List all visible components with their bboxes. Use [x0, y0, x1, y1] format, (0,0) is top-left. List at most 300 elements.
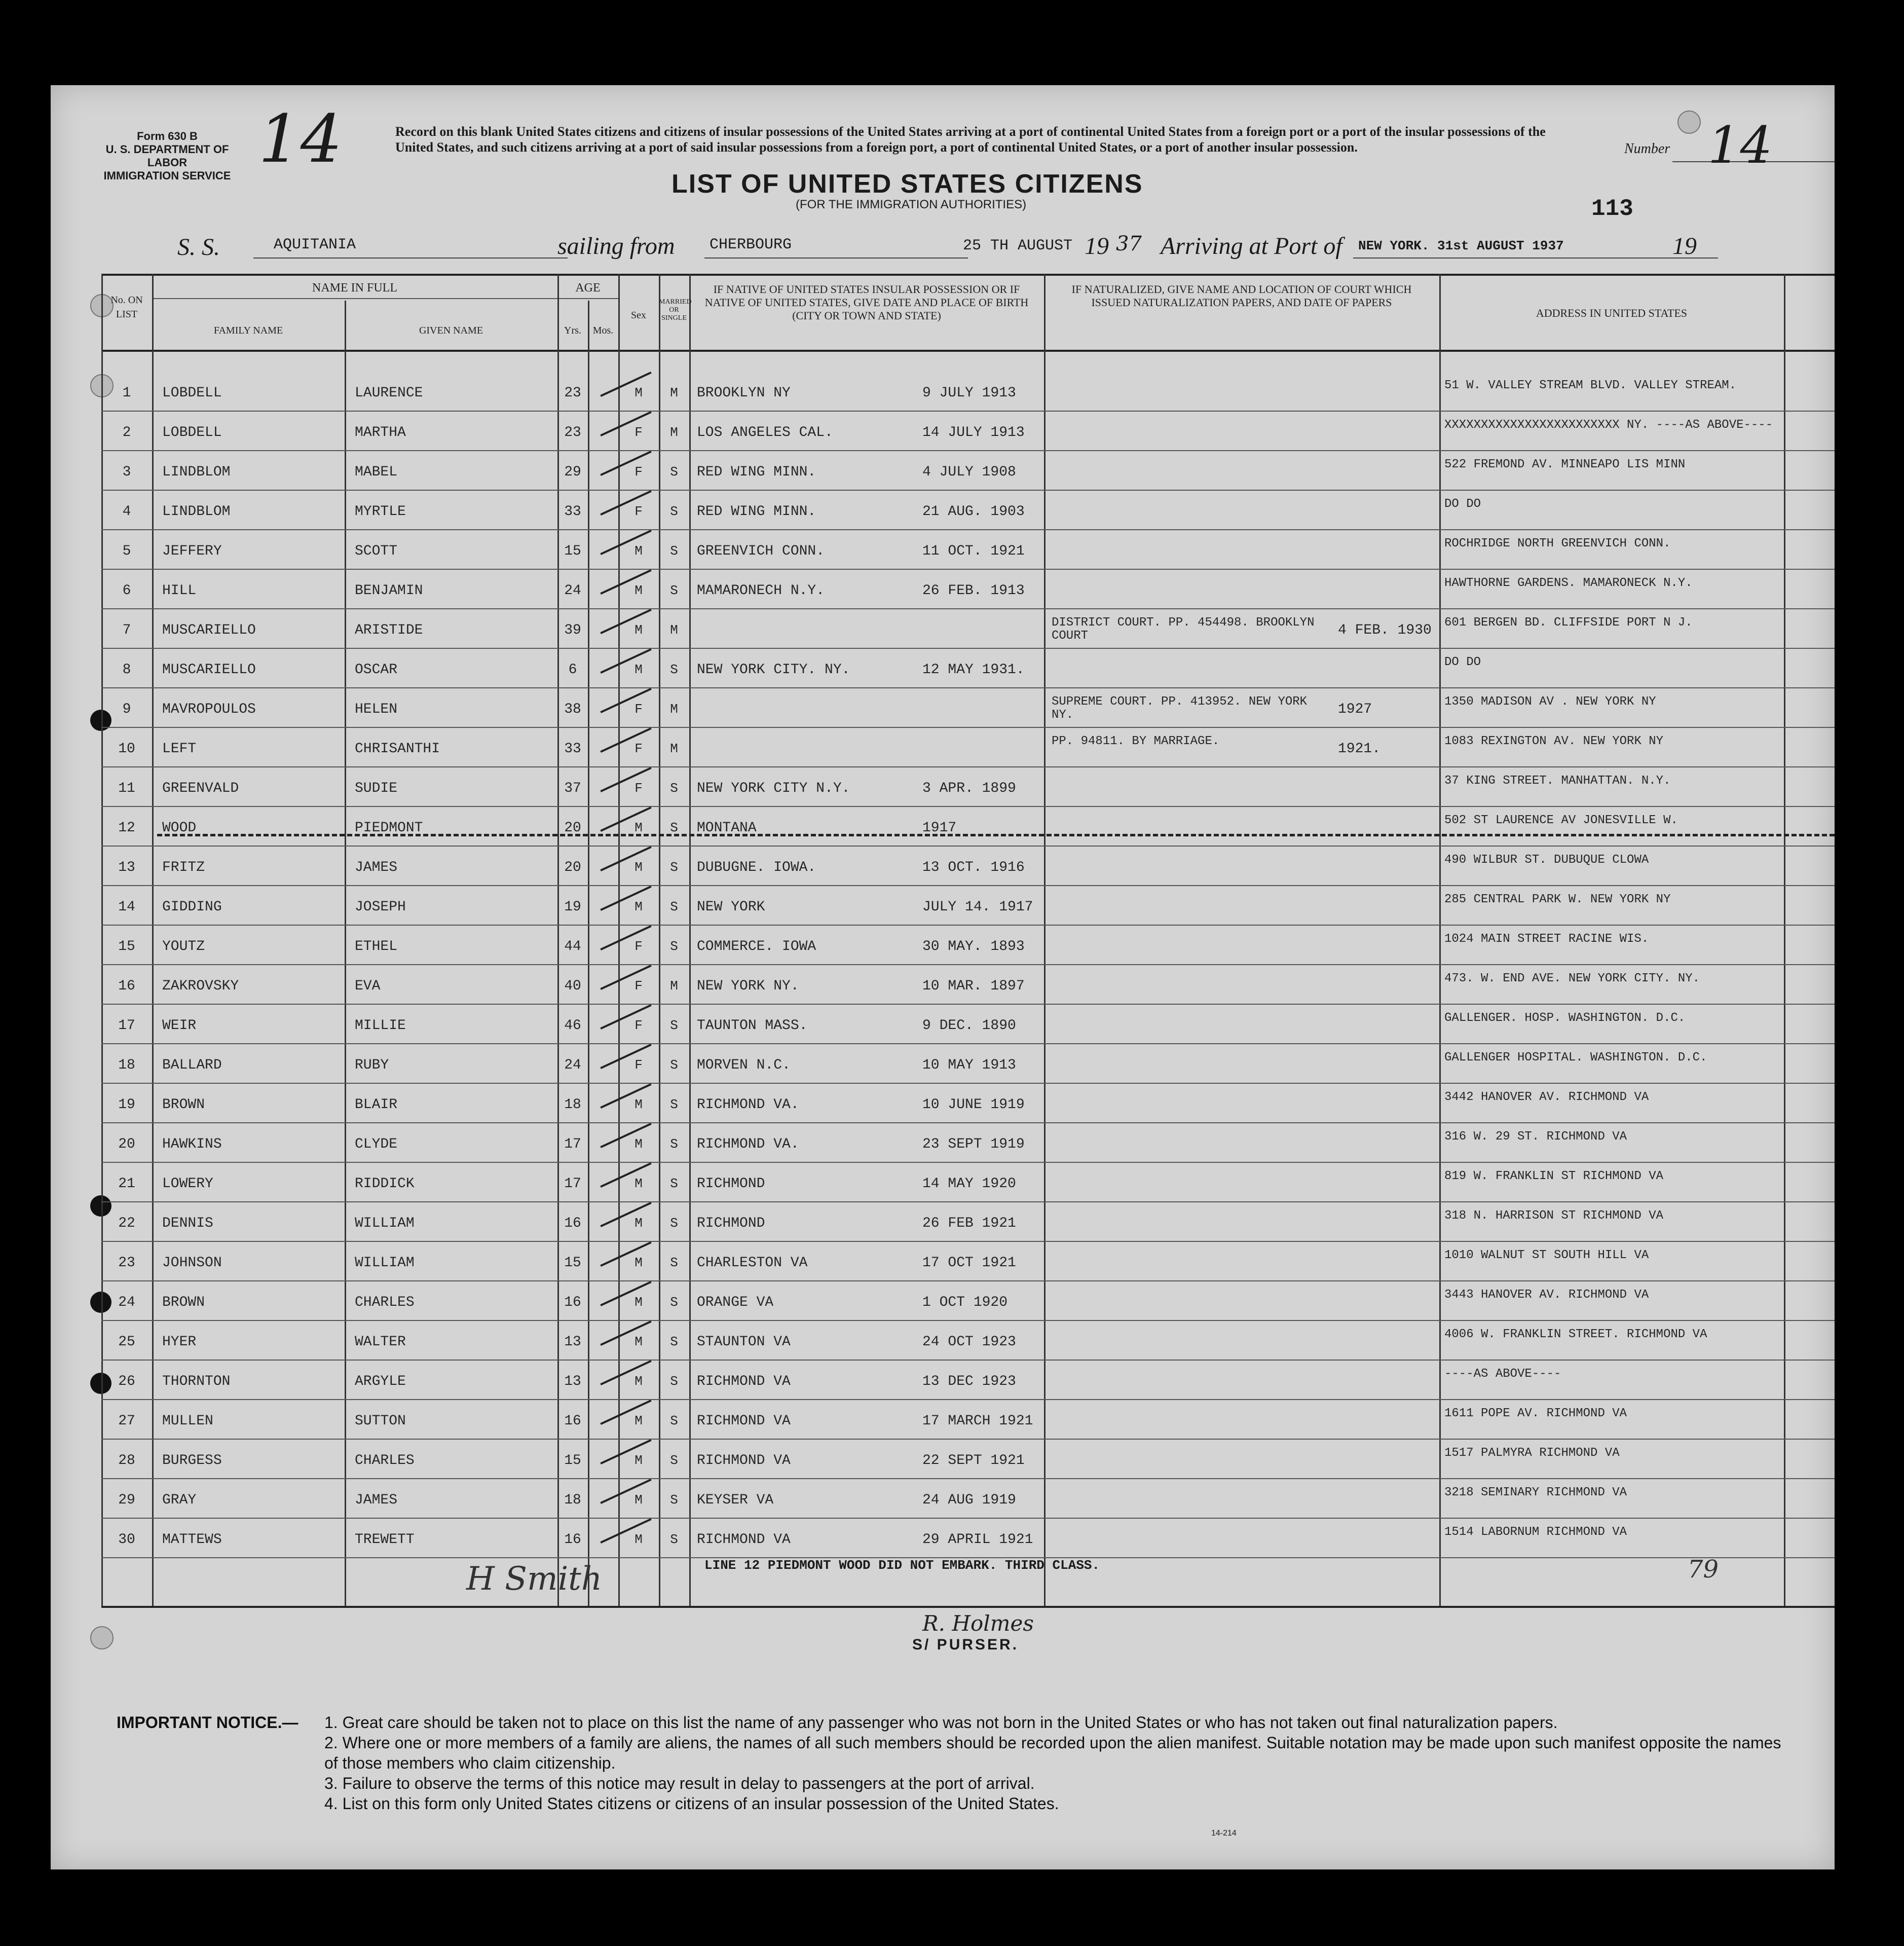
cell-family: LOBDELL — [162, 425, 222, 440]
cell-date: 24 OCT 1923 — [922, 1334, 1016, 1350]
cell-no: 13 — [118, 860, 135, 875]
cell-address: 1083 REXINGTON AV. NEW YORK NY — [1444, 735, 1664, 748]
cell-date: 13 DEC 1923 — [922, 1374, 1016, 1389]
cell-no: 12 — [118, 820, 135, 836]
cell-date: 23 SEPT 1919 — [922, 1136, 1025, 1152]
cell-family: GIDDING — [162, 899, 222, 915]
cell-family: BROWN — [162, 1295, 205, 1310]
cell-no: 26 — [118, 1374, 135, 1389]
cell-age: 17 — [564, 1176, 581, 1192]
cell-date: 24 AUG 1919 — [922, 1492, 1016, 1508]
cell-address: GALLENGER. HOSP. WASHINGTON. D.C. — [1444, 1012, 1686, 1025]
cell-age: 33 — [564, 504, 581, 520]
cell-sex: M — [634, 385, 643, 400]
cell-age: 16 — [564, 1532, 581, 1548]
cell-place: KEYSER VA — [697, 1492, 774, 1508]
cell-place: CHARLESTON VA — [697, 1255, 808, 1271]
cell-ms: M — [670, 425, 678, 440]
cell-address: GALLENGER HOSPITAL. WASHINGTON. D.C. — [1444, 1051, 1707, 1064]
cell-address: XXXXXXXXXXXXXXXXXXXXXXXX NY. ----AS ABOVE---- — [1444, 419, 1773, 432]
cell-date: 14 JULY 1913 — [922, 425, 1025, 440]
cell-no: 23 — [118, 1255, 135, 1271]
cell-ms: S — [670, 504, 678, 519]
cell-date: 12 MAY 1931. — [922, 662, 1025, 678]
cell-sex: M — [634, 1413, 643, 1428]
cell-address: ----AS ABOVE---- — [1444, 1368, 1561, 1381]
cell-family: LINDBLOM — [162, 504, 231, 520]
manifest-table — [51, 85, 1835, 1869]
cell-address: HAWTHORNE GARDENS. MAMARONECK N.Y. — [1444, 577, 1693, 590]
cell-ms: S — [670, 1097, 678, 1112]
cell-place: COMMERCE. IOWA — [697, 939, 816, 954]
cell-court: DISTRICT COURT. PP. 454498. BROOKLYN COURT — [1052, 616, 1315, 643]
cell-address: 1010 WALNUT ST SOUTH HILL VA — [1444, 1249, 1649, 1262]
cell-date: 21 AUG. 1903 — [922, 504, 1025, 520]
arrival-info: NEW YORK. 31st AUGUST 1937 — [1358, 238, 1564, 253]
cell-sex: M — [634, 1216, 643, 1231]
cell-no: 30 — [118, 1532, 135, 1548]
arriving-label: Arriving at Port of — [1161, 233, 1342, 260]
cell-address: 318 N. HARRISON ST RICHMOND VA — [1444, 1209, 1664, 1223]
cell-no: 22 — [118, 1216, 135, 1231]
cell-age: 15 — [564, 543, 581, 559]
cell-address: 4006 W. FRANKLIN STREET. RICHMOND VA — [1444, 1328, 1707, 1341]
cell-no: 5 — [122, 543, 131, 559]
cell-sex: M — [634, 1532, 643, 1547]
cell-sex: M — [634, 622, 643, 638]
cell-sex: F — [634, 464, 643, 480]
cell-place: BROOKLYN NY — [697, 385, 791, 401]
cell-ms: S — [670, 1453, 678, 1468]
cell-place: STAUNTON VA — [697, 1334, 791, 1350]
cell-no: 1 — [122, 385, 131, 401]
cell-age: 23 — [564, 425, 581, 440]
cell-age: 20 — [564, 820, 581, 836]
cell-no: 14 — [118, 899, 135, 915]
cell-no: 20 — [118, 1136, 135, 1152]
sail-date: 25 TH AUGUST — [963, 237, 1073, 254]
cell-family: ZAKROVSKY — [162, 978, 239, 994]
cell-given: WALTER — [355, 1334, 406, 1350]
margin-count: 79 — [1688, 1555, 1719, 1584]
cell-family: GRAY — [162, 1492, 197, 1508]
cell-no: 21 — [118, 1176, 135, 1192]
notice-item-3: 3. Failure to observe the terms of this notice may result in delay to passengers at the port of arrival. — [324, 1774, 1035, 1792]
cell-date: 4 JULY 1908 — [922, 464, 1016, 480]
header-yrs: Yrs. — [564, 325, 581, 336]
cell-address: 285 CENTRAL PARK W. NEW YORK NY — [1444, 893, 1671, 906]
cell-given: MARTHA — [355, 425, 406, 440]
number-value: 14 — [1708, 116, 1773, 175]
cell-ms: S — [670, 1255, 678, 1270]
cell-no: 18 — [118, 1057, 135, 1073]
cell-place: RICHMOND VA — [697, 1453, 791, 1468]
cell-given: MABEL — [355, 464, 398, 480]
page-title: LIST OF UNITED STATES CITIZENS — [671, 169, 1143, 199]
cell-address: 819 W. FRANKLIN ST RICHMOND VA — [1444, 1170, 1664, 1183]
cell-given: JAMES — [355, 1492, 398, 1508]
cell-ms: S — [670, 1413, 678, 1428]
cell-sex: M — [634, 1492, 643, 1508]
line-12-strikethrough — [157, 834, 1835, 836]
cell-sex: F — [634, 1057, 643, 1073]
cell-no: 28 — [118, 1453, 135, 1468]
notice-code: 14-214 — [1211, 1829, 1237, 1838]
cell-given: RUBY — [355, 1057, 389, 1073]
cell-sex: F — [634, 1018, 643, 1033]
cell-ms: S — [670, 899, 678, 914]
cell-place: RICHMOND VA. — [697, 1097, 799, 1113]
cell-age: 24 — [564, 1057, 581, 1073]
cell-ms: S — [670, 820, 678, 835]
cell-place: NEW YORK NY. — [697, 978, 799, 994]
cell-ms: S — [670, 662, 678, 677]
cell-address: 3218 SEMINARY RICHMOND VA — [1444, 1486, 1627, 1499]
cell-place: TAUNTON MASS. — [697, 1018, 808, 1034]
cell-family: THORNTON — [162, 1374, 231, 1389]
cell-family: DENNIS — [162, 1216, 213, 1231]
cell-place: RED WING MINN. — [697, 464, 816, 480]
cell-family: HILL — [162, 583, 197, 599]
cell-place: NEW YORK CITY N.Y. — [697, 781, 850, 796]
cell-ms: S — [670, 464, 678, 480]
sailing-label: sailing from — [557, 233, 675, 260]
cell-given: EVA — [355, 978, 381, 994]
cell-sex: M — [634, 860, 643, 875]
cell-date: 9 JULY 1913 — [922, 385, 1016, 401]
cell-family: JEFFERY — [162, 543, 222, 559]
cell-family: BROWN — [162, 1097, 205, 1113]
cell-date: 17 MARCH 1921 — [922, 1413, 1033, 1429]
cell-given: SUDIE — [355, 781, 398, 796]
cell-given: PIEDMONT — [355, 820, 423, 836]
cell-family: MAVROPOULOS — [162, 702, 256, 717]
header-married: MARRIED OR SINGLE — [659, 298, 692, 322]
notice-items — [324, 1712, 1784, 1814]
cell-place: DUBUGNE. IOWA. — [697, 860, 816, 875]
cell-ms: S — [670, 543, 678, 559]
cell-ms: S — [670, 860, 678, 875]
cell-address: ROCHRIDGE NORTH GREENVICH CONN. — [1444, 537, 1671, 550]
cell-place: MAMARONECH N.Y. — [697, 583, 825, 599]
cell-family: BALLARD — [162, 1057, 222, 1073]
cell-age: 44 — [564, 939, 581, 954]
cell-date: 1 OCT 1920 — [922, 1295, 1008, 1310]
cell-sex: M — [634, 1295, 643, 1310]
cell-ms: S — [670, 781, 678, 796]
cell-family: LINDBLOM — [162, 464, 231, 480]
header-age: AGE — [575, 281, 601, 295]
cell-address: 37 KING STREET. MANHATTAN. N.Y. — [1444, 775, 1671, 788]
cell-sex: M — [634, 1136, 643, 1152]
cell-address: 3442 HANOVER AV. RICHMOND VA — [1444, 1091, 1649, 1104]
cell-ms: S — [670, 583, 678, 598]
cell-age: 46 — [564, 1018, 581, 1034]
cell-family: YOUTZ — [162, 939, 205, 954]
cell-ms: M — [670, 622, 678, 638]
cell-no: 10 — [118, 741, 135, 757]
cell-ms: S — [670, 1295, 678, 1310]
cell-no: 24 — [118, 1295, 135, 1310]
cell-no: 16 — [118, 978, 135, 994]
cell-given: JOSEPH — [355, 899, 406, 915]
cell-place: GREENVICH CONN. — [697, 543, 825, 559]
cell-ms: S — [670, 1176, 678, 1191]
cell-age: 18 — [564, 1492, 581, 1508]
cell-sex: M — [634, 662, 643, 677]
cell-address: DO DO — [1444, 656, 1481, 669]
cell-address: 3443 HANOVER AV. RICHMOND VA — [1444, 1289, 1649, 1302]
cell-date: 11 OCT. 1921 — [922, 543, 1025, 559]
cell-no: 8 — [122, 662, 131, 678]
cell-court-date: 1921. — [1338, 741, 1381, 757]
cell-ms: S — [670, 1216, 678, 1231]
cell-sex: M — [634, 1334, 643, 1349]
cell-ms: M — [670, 385, 678, 400]
ship-name: AQUITANIA — [274, 236, 356, 253]
cell-family: WEIR — [162, 1018, 197, 1034]
cell-place: RICHMOND — [697, 1216, 765, 1231]
cell-date: 29 APRIL 1921 — [922, 1532, 1033, 1548]
cell-sex: M — [634, 543, 643, 559]
notice-heading: IMPORTANT NOTICE.— — [117, 1713, 298, 1732]
cell-given: HELEN — [355, 702, 398, 717]
cell-given: JAMES — [355, 860, 398, 875]
cell-sex: M — [634, 1374, 643, 1389]
signature-holmes: R. Holmes — [922, 1611, 1034, 1636]
cell-place: NEW YORK — [697, 899, 765, 915]
service: IMMIGRATION SERVICE — [103, 169, 231, 182]
cell-family: LOWERY — [162, 1176, 213, 1192]
cell-no: 11 — [118, 781, 135, 796]
header-birth: IF NATIVE OF UNITED STATES INSULAR POSSESSION OR IF NATIVE OF UNITED STATES, GIVE DATE AND PLACE OF BIRTH (CITY OR TOWN AND STATE) — [704, 283, 1029, 322]
cell-ms: S — [670, 1018, 678, 1033]
cell-address: 601 BERGEN BD. CLIFFSIDE PORT N J. — [1444, 616, 1693, 630]
cell-age: 15 — [564, 1255, 581, 1271]
cell-date: JULY 14. 1917 — [922, 899, 1033, 915]
cell-age: 39 — [564, 622, 581, 638]
cell-family: WOOD — [162, 820, 197, 836]
cell-age: 20 — [564, 860, 581, 875]
cell-ms: S — [670, 1057, 678, 1073]
cell-given: CHARLES — [355, 1453, 415, 1468]
signature-smith: H Smith — [466, 1560, 603, 1598]
cell-ms: S — [670, 1374, 678, 1389]
cell-court: SUPREME COURT. PP. 413952. NEW YORK NY. — [1052, 695, 1308, 722]
cell-address: 1514 LABORNUM RICHMOND VA — [1444, 1526, 1627, 1539]
header-mos: Mos. — [592, 325, 614, 336]
header-family-name: FAMILY NAME — [213, 325, 283, 336]
form-id: Form 630 B — [137, 130, 198, 142]
cell-date: 14 MAY 1920 — [922, 1176, 1016, 1192]
cell-address: 1024 MAIN STREET RACINE WIS. — [1444, 933, 1649, 946]
cell-address: 490 WILBUR ST. DUBUQUE CLOWA — [1444, 854, 1649, 867]
cell-given: RIDDICK — [355, 1176, 415, 1192]
cell-place: RICHMOND — [697, 1176, 765, 1192]
cell-ms: S — [670, 1532, 678, 1547]
cell-ms: S — [670, 939, 678, 954]
cell-place: LOS ANGELES CAL. — [697, 425, 833, 440]
cell-date: 1917 — [922, 820, 957, 836]
cell-place: MORVEN N.C. — [697, 1057, 791, 1073]
from-port: CHERBOURG — [710, 236, 792, 253]
footer-note: LINE 12 PIEDMONT WOOD DID NOT EMBARK. THIRD CLASS. — [704, 1558, 1100, 1573]
ss-label: S. S. — [177, 234, 220, 261]
cell-place: RICHMOND VA. — [697, 1136, 799, 1152]
cell-given: ETHEL — [355, 939, 398, 954]
cell-age: 33 — [564, 741, 581, 757]
cell-place: NEW YORK CITY. NY. — [697, 662, 850, 678]
cell-ms: M — [670, 741, 678, 756]
cell-sex: M — [634, 1176, 643, 1191]
cell-given: BENJAMIN — [355, 583, 423, 599]
cell-sex: F — [634, 425, 643, 440]
cell-no: 19 — [118, 1097, 135, 1113]
page-number-handwritten: 14 — [258, 100, 343, 177]
cell-sex: M — [634, 899, 643, 914]
cell-no: 3 — [122, 464, 131, 480]
stamp-number: 113 — [1591, 196, 1633, 222]
cell-age: 13 — [564, 1334, 581, 1350]
cell-date: 13 OCT. 1916 — [922, 860, 1025, 875]
notice-item-4: 4. List on this form only United States citizens or citizens of an insular possession of the United States. — [324, 1794, 1059, 1813]
cell-given: CHRISANTHI — [355, 741, 440, 757]
cell-date: 9 DEC. 1890 — [922, 1018, 1016, 1034]
cell-sex: M — [634, 1255, 643, 1270]
cell-given: MYRTLE — [355, 504, 406, 520]
cell-place: ORANGE VA — [697, 1295, 774, 1310]
notice-item-2: 2. Where one or more members of a family are aliens, the names of all such members should be recorded upon the alien manifest. Suitable notation may be made upon such manifest opposite the names of those members who claim citizenship. — [324, 1734, 1781, 1772]
cell-no: 2 — [122, 425, 131, 440]
year-prefix: 19 — [1085, 233, 1109, 260]
cell-sex: F — [634, 702, 643, 717]
cell-age: 15 — [564, 1453, 581, 1468]
cell-address: 522 FREMOND AV. MINNEAPO LIS MINN — [1444, 458, 1686, 471]
cell-given: SCOTT — [355, 543, 398, 559]
cell-family: HYER — [162, 1334, 197, 1350]
cell-ms: M — [670, 702, 678, 717]
cell-place: RED WING MINN. — [697, 504, 816, 520]
cell-sex: F — [634, 939, 643, 954]
cell-age: 29 — [564, 464, 581, 480]
cell-given: ARISTIDE — [355, 622, 423, 638]
cell-given: BLAIR — [355, 1097, 398, 1113]
cell-given: MILLIE — [355, 1018, 406, 1034]
cell-place: RICHMOND VA — [697, 1413, 791, 1429]
cell-address: 1517 PALMYRA RICHMOND VA — [1444, 1447, 1620, 1460]
cell-no: 15 — [118, 939, 135, 954]
cell-sex: F — [634, 978, 643, 994]
cell-given: LAURENCE — [355, 385, 423, 401]
cell-place: RICHMOND VA — [697, 1532, 791, 1548]
cell-family: LOBDELL — [162, 385, 222, 401]
cell-age: 16 — [564, 1413, 581, 1429]
header-no: No. ON LIST — [110, 295, 143, 320]
cell-address: DO DO — [1444, 498, 1481, 511]
cell-family: JOHNSON — [162, 1255, 222, 1271]
cell-date: 26 FEB 1921 — [922, 1216, 1016, 1231]
cell-address: 473. W. END AVE. NEW YORK CITY. NY. — [1444, 972, 1700, 985]
cell-age: 16 — [564, 1295, 581, 1310]
cell-given: WILLIAM — [355, 1216, 415, 1231]
notice-item-1: 1. Great care should be taken not to place on this list the name of any passenger who was not born in the United States or who has not taken out final naturalization papers. — [324, 1713, 1558, 1732]
cell-age: 13 — [564, 1374, 581, 1389]
department: U. S. DEPARTMENT OF LABOR — [105, 143, 229, 169]
cell-age: 37 — [564, 781, 581, 796]
year-suffix: 37 — [1116, 232, 1142, 255]
cell-given: WILLIAM — [355, 1255, 415, 1271]
cell-given: CLYDE — [355, 1136, 398, 1152]
cell-date: 26 FEB. 1913 — [922, 583, 1025, 599]
header-given-name: GIVEN NAME — [419, 325, 483, 336]
cell-age: 16 — [564, 1216, 581, 1231]
cell-sex: F — [634, 741, 643, 756]
cell-sex: M — [634, 583, 643, 598]
cell-ms: M — [670, 978, 678, 994]
cell-address: 1611 POPE AV. RICHMOND VA — [1444, 1407, 1627, 1420]
manifest-sheet — [51, 85, 1835, 1869]
cell-address: 51 W. VALLEY STREAM BLVD. VALLEY STREAM. — [1444, 379, 1737, 392]
cell-age: 24 — [564, 583, 581, 599]
cell-family: MATTEWS — [162, 1532, 222, 1548]
cell-given: CHARLES — [355, 1295, 415, 1310]
header-sex: Sex — [631, 310, 646, 321]
cell-family: MUSCARIELLO — [162, 662, 256, 678]
cell-family: BURGESS — [162, 1453, 222, 1468]
cell-no: 7 — [122, 622, 131, 638]
cell-family: FRITZ — [162, 860, 205, 875]
cell-given: ARGYLE — [355, 1374, 406, 1389]
cell-no: 27 — [118, 1413, 135, 1429]
cell-court: PP. 94811. BY MARRIAGE. — [1052, 735, 1220, 748]
cell-given: SUTTON — [355, 1413, 406, 1429]
cell-given: TREWETT — [355, 1532, 415, 1548]
cell-family: LEFT — [162, 741, 197, 757]
cell-sex: M — [634, 1453, 643, 1468]
cell-age: 18 — [564, 1097, 581, 1113]
cell-family: MUSCARIELLO — [162, 622, 256, 638]
cell-date: 10 MAY 1913 — [922, 1057, 1016, 1073]
cell-no: 17 — [118, 1018, 135, 1034]
cell-age: 17 — [564, 1136, 581, 1152]
cell-ms: S — [670, 1136, 678, 1152]
cell-ms: S — [670, 1492, 678, 1508]
cell-age: 6 — [568, 662, 577, 678]
cell-no: 25 — [118, 1334, 135, 1350]
cell-address: 316 W. 29 ST. RICHMOND VA — [1444, 1130, 1627, 1144]
cell-no: 29 — [118, 1492, 135, 1508]
cell-no: 6 — [122, 583, 131, 599]
purser-label: S/ PURSER. — [912, 1636, 1019, 1653]
cell-given: OSCAR — [355, 662, 398, 678]
cell-court-date: 4 FEB. 1930 — [1338, 622, 1432, 638]
cell-age: 19 — [564, 899, 581, 915]
cell-date: 3 APR. 1899 — [922, 781, 1016, 796]
cell-place: MONTANA — [697, 820, 757, 836]
cell-sex: F — [634, 781, 643, 796]
cell-date: 10 MAR. 1897 — [922, 978, 1025, 994]
cell-date: 17 OCT 1921 — [922, 1255, 1016, 1271]
cell-family: HAWKINS — [162, 1136, 222, 1152]
cell-age: 23 — [564, 385, 581, 401]
cell-sex: M — [634, 820, 643, 835]
intro-text: Record on this blank United States citizens and citizens of insular possessions of the United States arriving at a port of continental United States from a foreign port or a port of the insular possessions of the United States, and such citizens arriving at a port of said insular possessions from a foreign port, a port of continental United States, or a port of another insular possession. — [395, 124, 1546, 155]
cell-court-date: 1927 — [1338, 702, 1372, 717]
cell-place: RICHMOND VA — [697, 1374, 791, 1389]
header-address: ADDRESS IN UNITED STATES — [1536, 307, 1688, 319]
cell-sex: M — [634, 1097, 643, 1112]
cell-age: 38 — [564, 702, 581, 717]
